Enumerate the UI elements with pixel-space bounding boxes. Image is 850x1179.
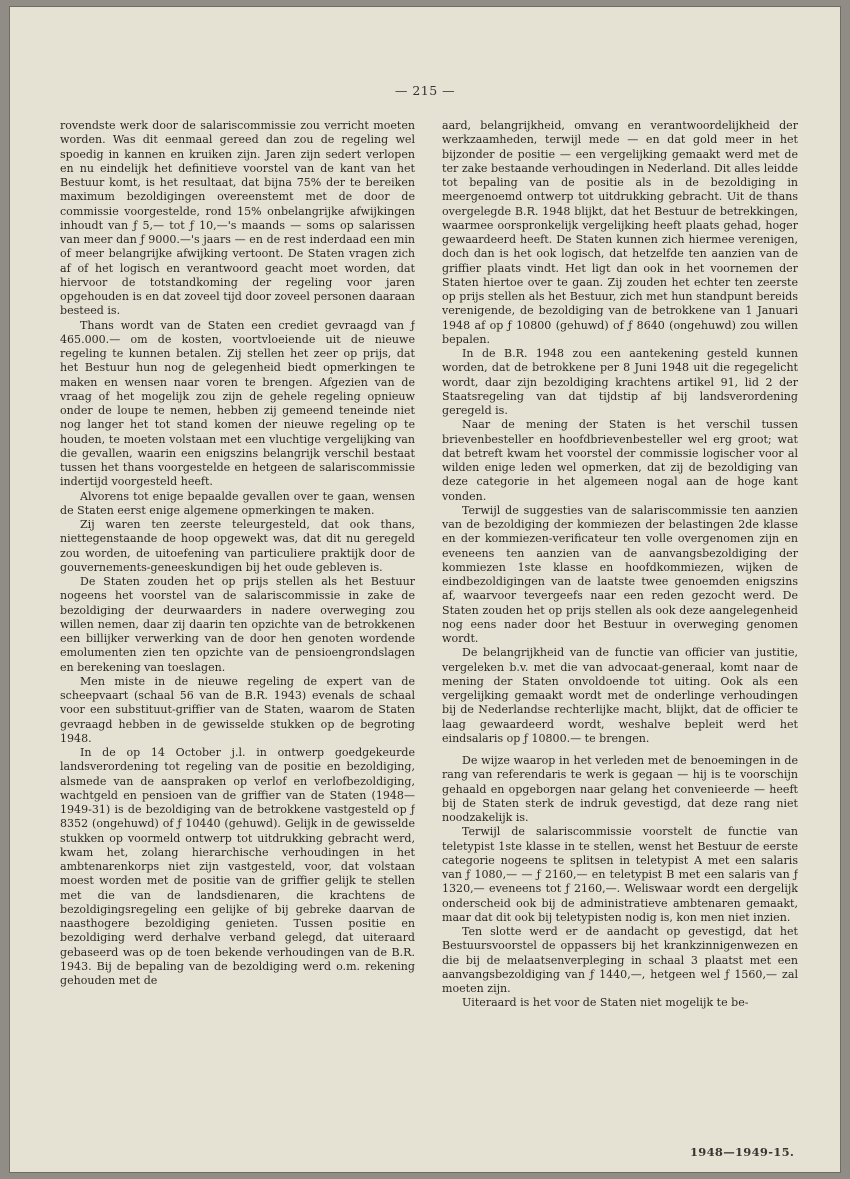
paragraph: In de B.R. 1948 zou een aantekening gesteld kunnen worden, dat de betrokkene per 8 Juni 1948 uit die regegelicht wordt, daar zijn bezoldiging krachtens artikel 91, lid 2 der Staatsregeling van dat tijdstip af bij landsverordening geregeld is. <box>442 347 798 417</box>
paragraph: De wijze waarop in het verleden met de benoemingen in de rang van referendaris te werk is gegaan — hij is te voorschijn gehaald en opgeborgen naar gelang het convenieerde — heeft bij de Staten sterk de indruk gevestigd, dat deze rang niet noodzakelijk is. <box>442 754 798 824</box>
document-page <box>10 7 840 1172</box>
paragraph: Alvorens tot enige bepaalde gevallen over te gaan, wensen de Staten eerst enige algemene opmerkingen te maken. <box>60 489 415 517</box>
left-text-column <box>60 119 415 1124</box>
paragraph: Men miste in de nieuwe regeling de expert van de scheepvaart (schaal 56 van de B.R. 1943) evenals de schaal voor een substituut-griffier van de Staten, waarom de Staten gevraagd hebben in de gewisselde stukken op de begroting 1948. <box>60 674 415 745</box>
paragraph: Zij waren ten zeerste teleurgesteld, dat ook thans, niettegenstaande de hoop opgewekt was, dat dit nu geregeld zou worden, de uitoefening van particuliere praktijk door de gouvernements-geneeskundigen bij het oude gebleven is. <box>60 518 415 574</box>
page-number: — 215 — <box>394 83 456 98</box>
paragraph: Ten slotte werd er de aandacht op gevestigd, dat het Bestuursvoorstel de oppassers bij het krankzinnigenwezen en die bij de melaatsenverpleging in schaal 3 plaatst met een aanvangsbezoldiging van ƒ 1440,—, hetgeen wel ƒ 1560,— zal moeten zijn. <box>442 925 798 995</box>
paragraph: De belangrijkheid van de functie van officier van justitie, vergeleken b.v. met die van advocaat-generaal, komt naar de mening der Staten onvoldoende tot uiting. Ook als een vergelijking gemaakt wordt met de onderlinge verhoudingen bij de Nederlandse rechterlijke macht, blijkt, dat de officier te laag gewaardeerd wordt, weshalve bepleit werd het eindsalaris op ƒ 10800.— te brengen. <box>442 646 798 745</box>
paragraph: Naar de mening der Staten is het verschil tussen brievenbesteller en hoofdbrievenbesteller wel erg groot; wat dat betreft kwam het voorstel der commissie logischer voor al wilden enige leden wel opmerken, dat zij de bezoldiging van deze categorie in het algemeen nogal aan de hoge kant vonden. <box>442 418 798 503</box>
document-footer-number: 1948—1949-15. <box>690 1145 795 1159</box>
paragraph: Uiteraard is het voor de Staten niet mogelijk te be- <box>462 996 749 1010</box>
paragraph: aard, belangrijkheid, omvang en verantwoordelijkheid der werkzaamheden, terwijl mede — en dat gold meer in het bijzonder de positie — een vergelijking gemaakt werd met de ter zake bestaande verhoudingen in Nederland. Dit alles leidde tot bepaling van de positie als in de bezoldiging in meergenoemd ontwerp tot uitdrukking gebracht. Uit de thans overgelegde B.R. 1948 blijkt, dat het Bestuur de betrekkingen, waarmee oorspronkelijk vergelijking heeft plaats gehad, hoger gewaardeerd heeft. De Staten kunnen zich hiermee verenigen, doch dan is het ook logisch, dat hetzelfde ten aanzien van de griffier plaats vindt. Het ligt dan ook in het voornemen der Staten hiertoe over te gaan. Zij zouden het echter ten zeerste op prijs stellen als het Bestuur, zich met hun standpunt bereids verenigende, de bezoldiging van de betrokkene van 1 Januari 1948 af op ƒ 10800 (gehuwd) of ƒ 8640 (ongehuwd) zou willen bepalen. <box>442 119 798 346</box>
paragraph: In de op 14 October j.l. in ontwerp goedgekeurde landsverordening tot regeling van de positie en bezoldiging, alsmede van de aanspraken op verlof en verlofbezoldiging, wachtgeld en pensioen van de griffier van de Staten (1948—1949-31) is de bezoldiging van de betrokkene vastgesteld op ƒ 8352 (ongehuwd) of ƒ 10440 (gehuwd). Gelijk in de gewisselde stukken op voormeld ontwerp tot uitdrukking gebracht werd, kwam het, zolang hierarchische verhoudingen in het ambtenarenkorps niet zijn vastgesteld, voor, dat volstaan moest worden met de positie van de griffier gelijk te stellen met die van de landsdienaren, die krachtens de bezoldigingsregeling een gelijke of bij gebreke daarvan de naasthogere bezoldiging genieten. Tussen positie en bezoldiging werd derhalve verband gelegd, dat uiteraard gebaseerd was op de toen bekende verhoudingen van de B.R. 1943. Bij de bepaling van de bezoldiging werd o.m. rekening gehouden met de <box>60 746 415 987</box>
right-text-column <box>442 119 798 1104</box>
paragraph: Thans wordt van de Staten een crediet gevraagd van ƒ 465.000.— om de kosten, voortvloeiende uit de nieuwe regeling te kunnen betalen. Zij stellen het zeer op prijs, dat het Bestuur hun nog de gelegenheid biedt opmerkingen te maken en wensen naar voren te brengen. Afgezien van de vraag of het mogelijk zou zijn de gehele regeling opnieuw onder de loupe te nemen, hebben zij gemeend teneinde niet nog langer het tot stand komen der nieuwe regeling op te houden, te moeten volstaan met een vluchtige vergelijking van die gevallen, waarin een enigszins belangrijk verschil bestaat tussen het thans voorgestelde en hetgeen de salariscommissie indertijd voorgesteld heeft. <box>60 318 415 489</box>
paragraph: Terwijl de suggesties van de salariscommissie ten aanzien van de bezoldiging der kommiezen der belastingen 2de klasse en der kommiezen-verificateur ten volle overgenomen zijn en eveneens ten aanzien van de aanvangsbezoldiging der kommiezen 1ste klasse en hoofdkommiezen, wijken de eindbezoldigingen van de laatste twee genoemden enigszins af, waarvoor tevergeefs naar een reden gezocht werd. De Staten zouden het op prijs stellen als ook deze aangelegenheid nog eens nader door het Bestuur in overweging genomen wordt. <box>442 503 798 645</box>
paragraph: De Staten zouden het op prijs stellen als het Bestuur nogeens het voorstel van de salariscommissie in zake de bezoldiging der deurwaarders in nadere overweging zou willen nemen, daar zij daarin ten opzichte van de betrokkenen een billijker verwerking van de door hen genoten wordende emolumenten zien ten opzichte van de pensioengrondslagen en berekening van toeslagen. <box>60 575 415 674</box>
paragraph: Terwijl de salariscommissie voorstelt de functie van teletypist 1ste klasse in te stellen, wenst het Bestuur de eerste categorie nogeens te splitsen in teletypist A met een salaris van ƒ 1080,— — ƒ 2160,— en teletypist B met een salaris van ƒ 1320,— eveneens tot ƒ 2160,—. Weliswaar wordt een dergelijk onderscheid ook bij de administratieve ambtenaren gemaakt, maar dat dit ook bij teletypisten nodig is, kon men niet inzien. <box>442 825 798 924</box>
paragraph: rovendste werk door de salariscommissie zou verricht moeten worden. Was dit eenmaal gereed dan zou de regeling wel spoedig in kannen en kruiken zijn. Jaren zijn sedert verlopen en nu eindelijk het definitieve voorstel van de kant van het Bestuur komt, is het resultaat, dat bijna 75% der te bereiken maximum bezoldigingen overeenstemt met de door de commissie voorgestelde, rond 15% onbelangrijke afwijkingen inhoudt van ƒ 5,— tot ƒ 10,—'s maands — soms op salarissen van meer dan ƒ 9000.—'s jaars — en de rest inderdaad een min of meer belangrijke afwijking vertoont. De Staten vragen zich af of het logisch en verantwoord geacht moet worden, dat hiervoor de totstandkoming der regeling voor jaren opgehouden is en dat zoveel tijd door zoveel personen daaraan besteed is. <box>60 119 415 318</box>
